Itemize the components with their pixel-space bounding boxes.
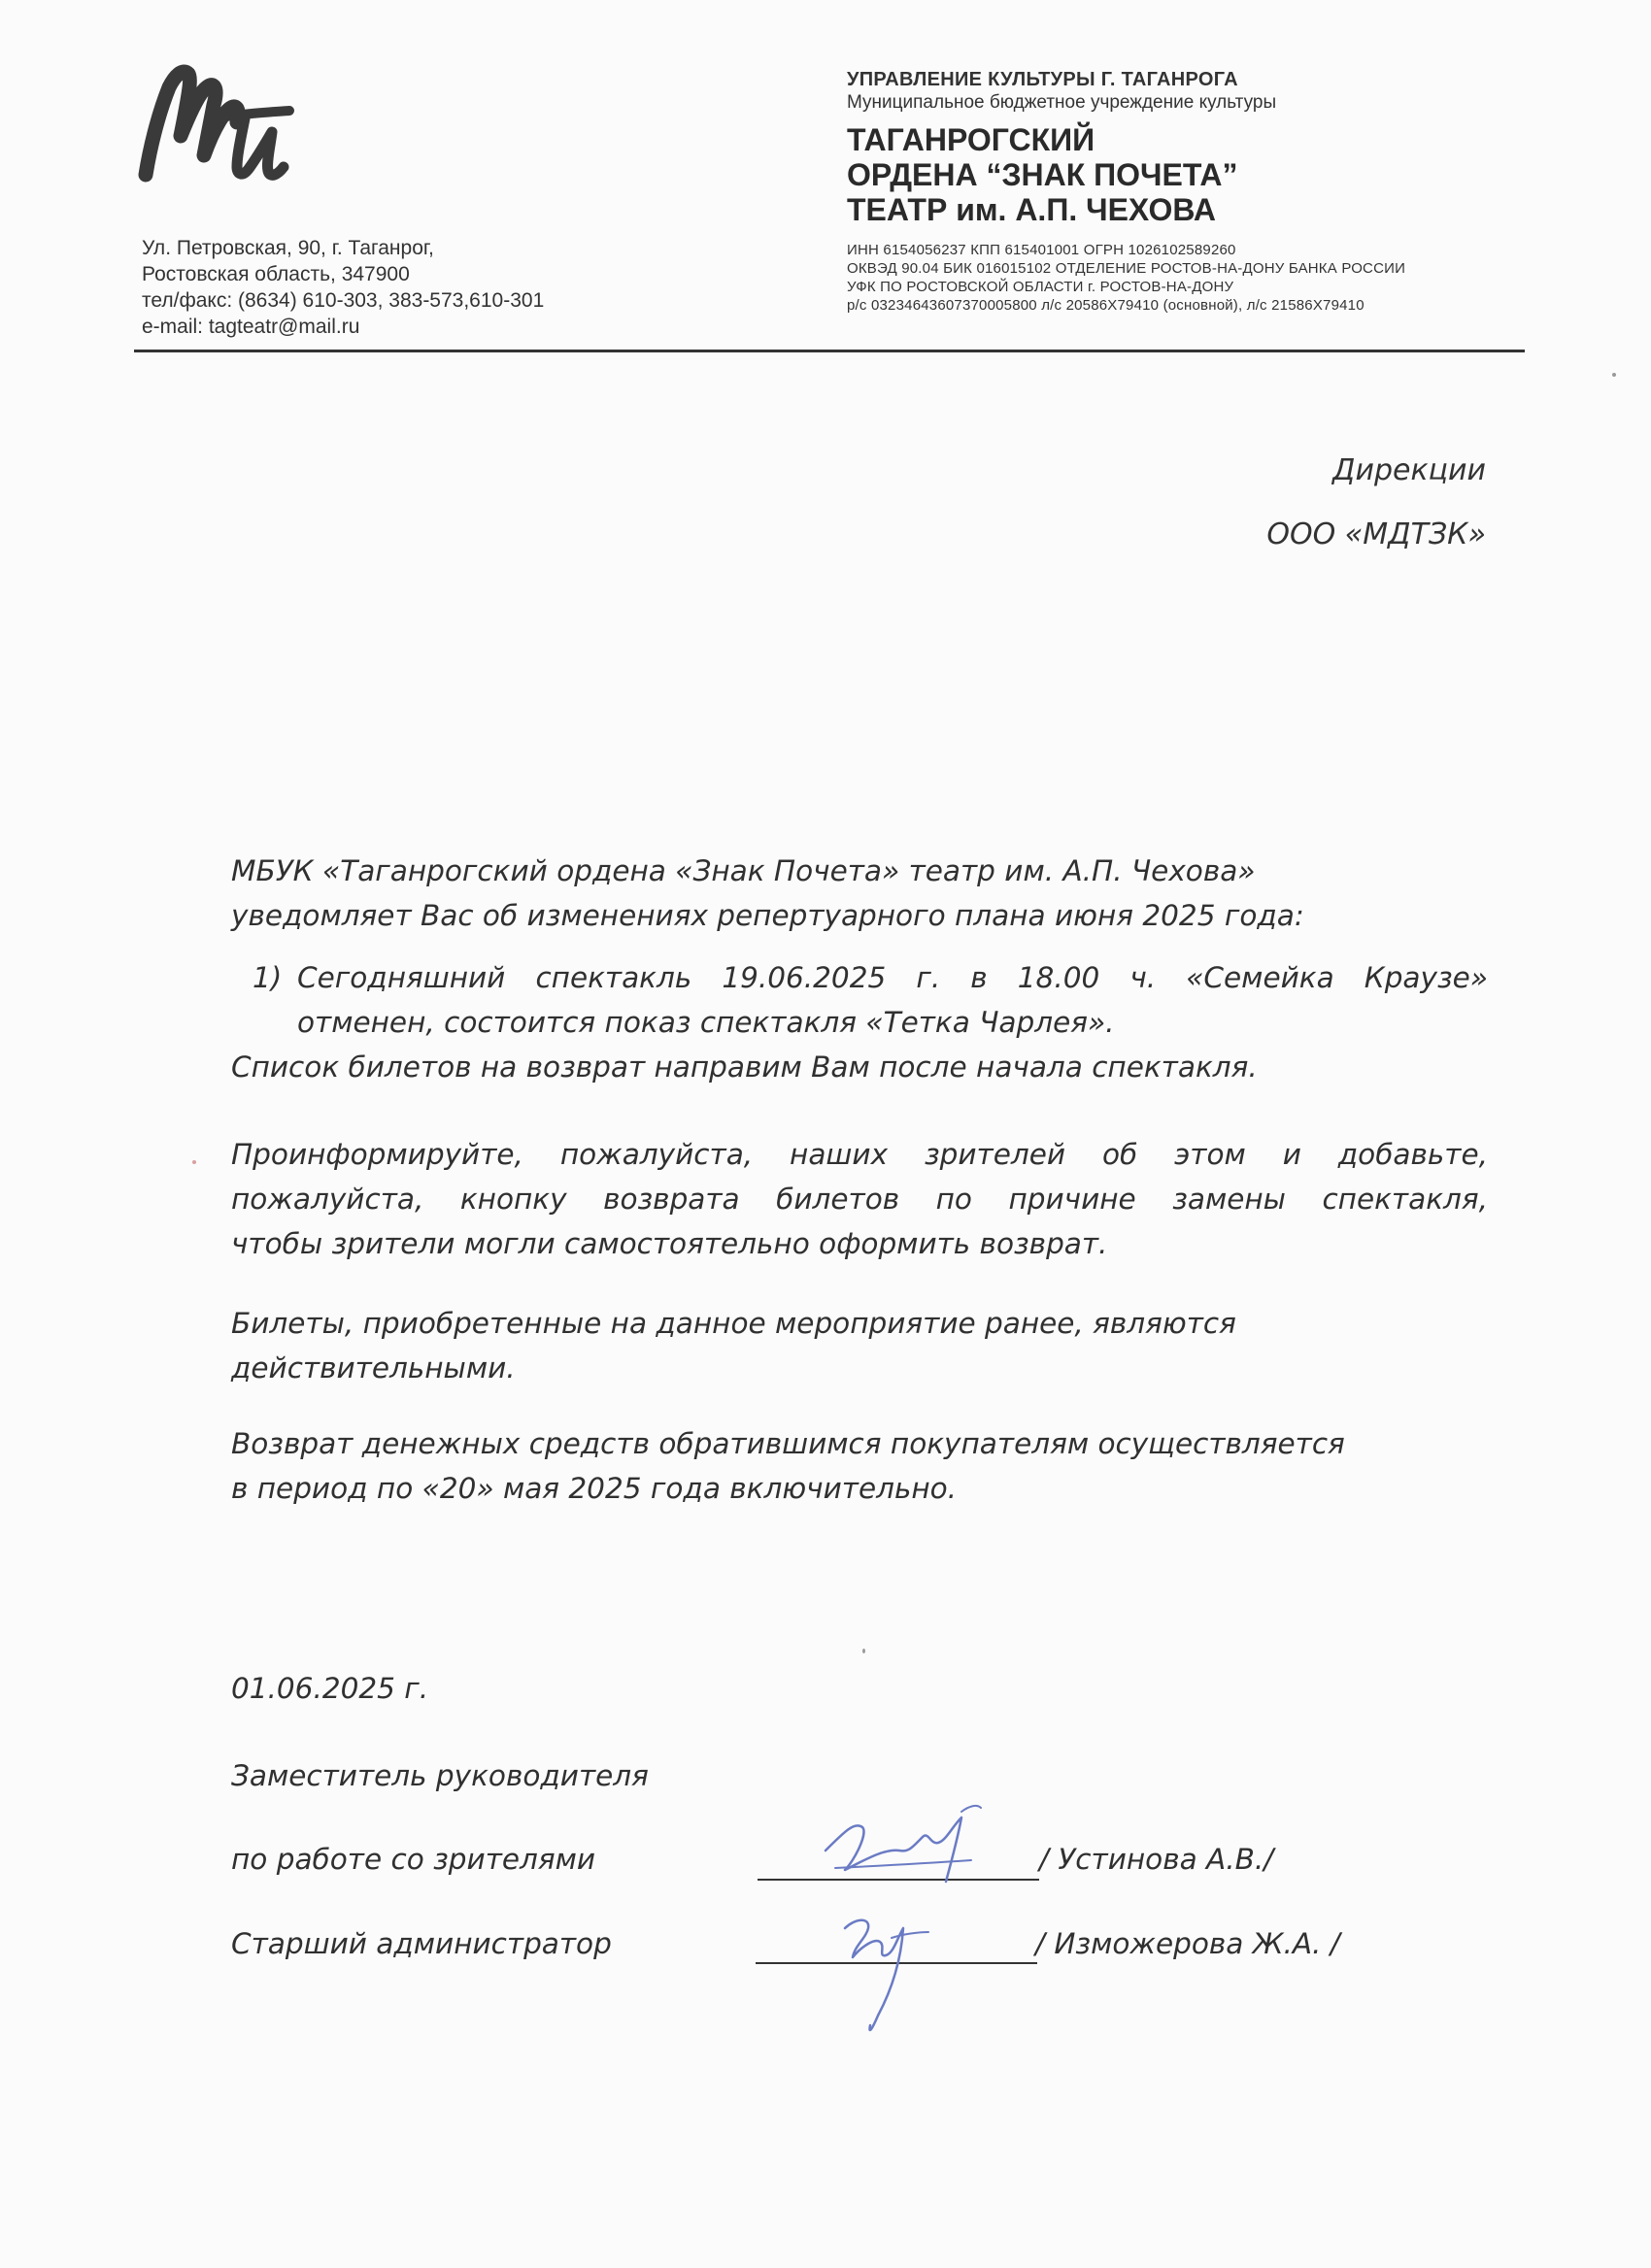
- address-line: Ростовская область, 347900: [142, 263, 410, 285]
- addressee-company: ООО «МДТЗК»: [1266, 517, 1486, 551]
- requisite-line: ИНН 6154056237 КПП 615401001 ОГРН 1026102589260: [847, 242, 1236, 258]
- email-line: e-mail: tagteatr@mail.ru: [142, 316, 360, 338]
- header-divider: [134, 350, 1525, 352]
- list-item: [231, 955, 1488, 1045]
- handwritten-signature: [826, 1899, 942, 2045]
- phone-line: тел/факс: (8634) 610-303, 383-573,610-301: [142, 289, 545, 312]
- theatre-name-line: ТЕАТР им. А.П. ЧЕХОВА: [847, 192, 1216, 227]
- request-line: чтобы зрители могли самостоятельно оформить возврат.: [231, 1227, 1108, 1260]
- handwritten-signature: [816, 1792, 991, 1889]
- scan-speck: [862, 1649, 865, 1653]
- refund-line: в период по «20» мая 2025 года включительно.: [231, 1472, 958, 1505]
- request-paragraph: [231, 1132, 1488, 1266]
- list-item-number: 1): [253, 961, 283, 994]
- refund-line: Возврат денежных средств обратившимся покупателям осуществляется: [231, 1427, 1345, 1460]
- addressee-line: Дирекции: [1332, 453, 1486, 487]
- request-line: Проинформируйте, пожалуйста, наших зрителей об этом и добавьте,: [231, 1138, 1488, 1171]
- request-line: пожалуйста, кнопку возврата билетов по причине замены спектакля,: [231, 1183, 1488, 1216]
- intro-paragraph: [231, 849, 1488, 938]
- list-item-line: Сегодняшний спектакль 19.06.2025 г. в 18.00 ч. «Семейка Краузе»: [297, 961, 1488, 994]
- scan-speck: [192, 1160, 196, 1164]
- requisite-line: УФК ПО РОСТОВСКОЙ ОБЛАСТИ г. РОСТОВ-НА-ДОНУ: [847, 279, 1234, 295]
- validity-paragraph: [231, 1301, 1488, 1390]
- addressee: [1266, 454, 1486, 551]
- signatory-name: / Изможерова Ж.А. /: [1035, 1927, 1340, 1960]
- institution-type: Муниципальное бюджетное учреждение культуры: [847, 92, 1277, 113]
- address-line: Ул. Петровская, 90, г. Таганрог,: [142, 237, 434, 259]
- list-item-line: отменен, состоится показ спектакля «Тетка Чарлея».: [297, 1006, 1115, 1039]
- validity-line: Билеты, приобретенные на данное мероприятие ранее, являются: [231, 1307, 1236, 1340]
- letter-date: 01.06.2025 г.: [231, 1672, 429, 1705]
- signatory-name: / Устинова А.В./: [1039, 1843, 1274, 1876]
- department-name: УПРАВЛЕНИЕ КУЛЬТУРЫ Г. ТАГАНРОГА: [847, 69, 1238, 90]
- signatory-title: Старший администратор: [231, 1927, 612, 1960]
- theatre-address: [142, 235, 544, 340]
- scan-speck: [1612, 373, 1616, 377]
- requisite-line: р/с 03234643607370005800 л/с 20586X79410 (основной), л/с 21586X79410: [847, 297, 1365, 314]
- theatre-name: [847, 122, 1405, 227]
- list-note: Список билетов на возврат направим Вам после начала спектакля.: [231, 1051, 1258, 1084]
- organization-block: [847, 68, 1405, 315]
- refund-paragraph: [231, 1421, 1488, 1511]
- theatre-name-line: ОРДЕНА “ЗНАК ПОЧЕТА”: [847, 157, 1238, 192]
- theatre-name-line: ТАГАНРОГСКИЙ: [847, 122, 1095, 157]
- bank-requisites: [847, 241, 1405, 315]
- signatory-title: по работе со зрителями: [231, 1843, 596, 1876]
- intro-line: уведомляет Вас об изменениях репертуарного плана июня 2025 года:: [231, 899, 1304, 932]
- letter-body: [231, 849, 1488, 1511]
- intro-line: МБУК «Таганрогский ордена «Знак Почета» театр им. А.П. Чехова»: [231, 854, 1256, 887]
- theatre-logo: [136, 58, 301, 223]
- signatory-title: Заместитель руководителя: [231, 1759, 649, 1792]
- requisite-line: ОКВЭД 90.04 БИК 016015102 ОТДЕЛЕНИЕ РОСТОВ-НА-ДОНУ БАНКА РОССИИ: [847, 260, 1406, 277]
- validity-line: действительными.: [231, 1351, 516, 1384]
